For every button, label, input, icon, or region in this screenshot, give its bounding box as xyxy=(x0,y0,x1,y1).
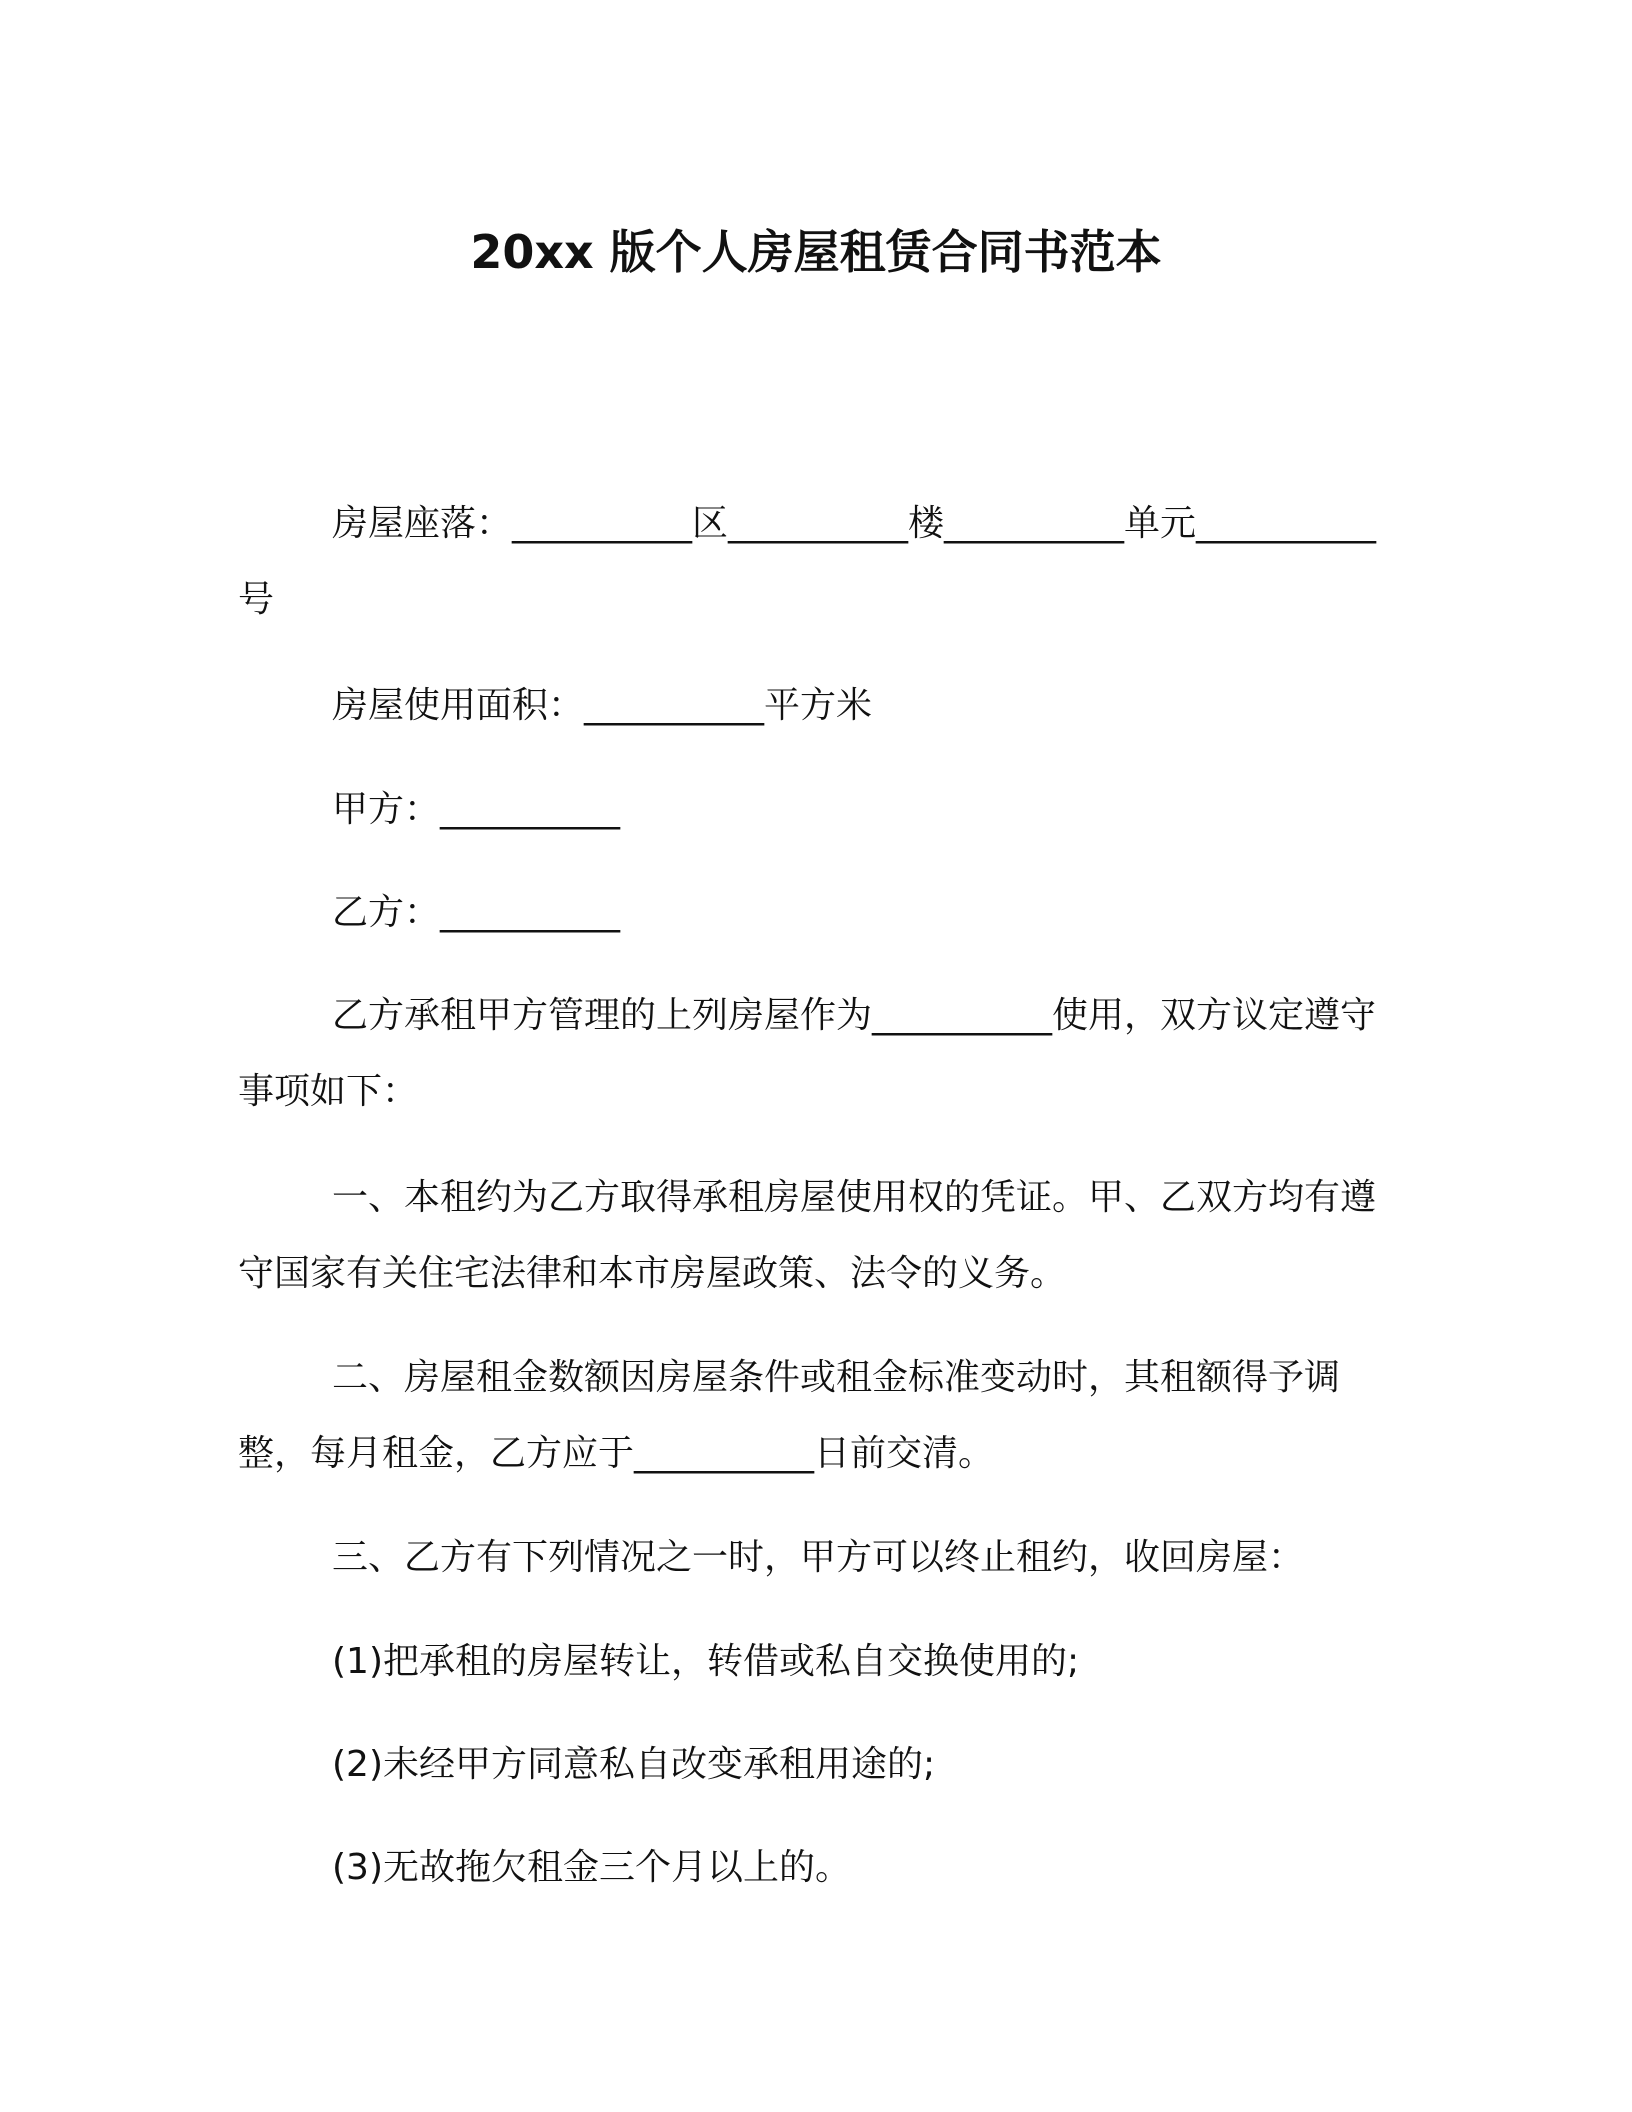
paragraph-clause-1: 一、本租约为乙方取得承租房屋使用权的凭证。甲、乙双方均有遵守国家有关住宅法律和本市房屋政策、法令的义务。 xyxy=(238,1177,1377,1294)
paragraph-item-2: (2)未经甲方同意私自改变承租用途的; xyxy=(332,1744,936,1785)
paragraph-usable-area: 房屋使用面积：__________平方米 xyxy=(332,685,873,726)
paragraph-party-a: 甲方：__________ xyxy=(332,789,621,830)
paragraph-item-3: (3)无故拖欠租金三个月以上的。 xyxy=(332,1847,851,1888)
paragraph-house-location: 房屋座落：__________区__________楼__________单元__________号 xyxy=(238,503,1377,620)
paragraph-clause-3: 三、乙方有下列情况之一时，甲方可以终止租约，收回房屋： xyxy=(332,1537,1305,1578)
paragraph-party-b: 乙方：__________ xyxy=(332,892,621,933)
document-title: 20xx 版个人房屋租赁合同书范本 xyxy=(470,225,1162,279)
paragraph-agreement-intro: 乙方承租甲方管理的上列房屋作为__________使用，双方议定遵守事项如下： xyxy=(238,995,1377,1112)
paragraph-item-1: (1)把承租的房屋转让，转借或私自交换使用的; xyxy=(332,1641,1080,1682)
paragraph-clause-2: 二、房屋租金数额因房屋条件或租金标准变动时，其租额得予调整，每月租金，乙方应于__________日前交清。 xyxy=(238,1357,1341,1474)
